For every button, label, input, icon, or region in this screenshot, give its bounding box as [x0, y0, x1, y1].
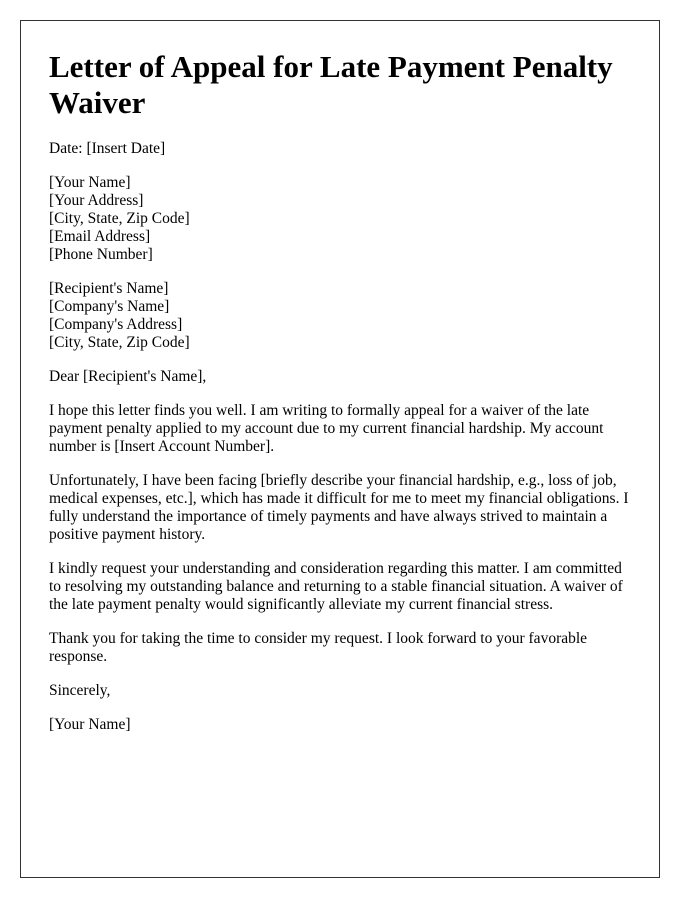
recipient-company: [Company's Name] [49, 298, 170, 315]
salutation: Dear [Recipient's Name], [49, 368, 207, 385]
body-paragraph-request: I kindly request your understanding and consideration regarding this matter. I am committed to resolving my outstanding balance and returning to a stable financial situation. A waiver of the late payment penalty would significantly alleviate my current financial stress. [49, 560, 623, 613]
body-paragraph-thanks: Thank you for taking the time to consider my request. I look forward to your favorable response. [49, 630, 588, 665]
body-paragraph-hardship: Unfortunately, I have been facing [briefly describe your financial hardship, e.g., loss of job, medical expenses, etc.], which has made it difficult for me to meet my financial obligations. I fully understand the importance of timely payments and have always strived to maintain a positive payment history. [49, 472, 629, 543]
body-paragraph-intro: I hope this letter finds you well. I am writing to formally appeal for a waiver of the late payment penalty applied to my account due to my current financial hardship. My account number is [Insert Account Number]. [49, 402, 604, 455]
sender-address-block [49, 174, 631, 264]
recipient-company-address: [Company's Address] [49, 316, 183, 333]
sender-email: [Email Address] [49, 228, 151, 245]
sender-city-state-zip: [City, State, Zip Code] [49, 210, 190, 227]
sender-phone: [Phone Number] [49, 246, 153, 263]
sender-name: [Your Name] [49, 174, 131, 191]
signature: [Your Name] [49, 716, 131, 733]
sender-address: [Your Address] [49, 192, 144, 209]
date-line: Date: [Insert Date] [49, 140, 166, 157]
letter-page [20, 20, 660, 878]
recipient-name: [Recipient's Name] [49, 280, 169, 297]
closing: Sincerely, [49, 682, 111, 699]
letter-title: Letter of Appeal for Late Payment Penalty Waiver [49, 49, 613, 120]
recipient-address-block [49, 280, 631, 352]
recipient-city-state-zip: [City, State, Zip Code] [49, 334, 190, 351]
